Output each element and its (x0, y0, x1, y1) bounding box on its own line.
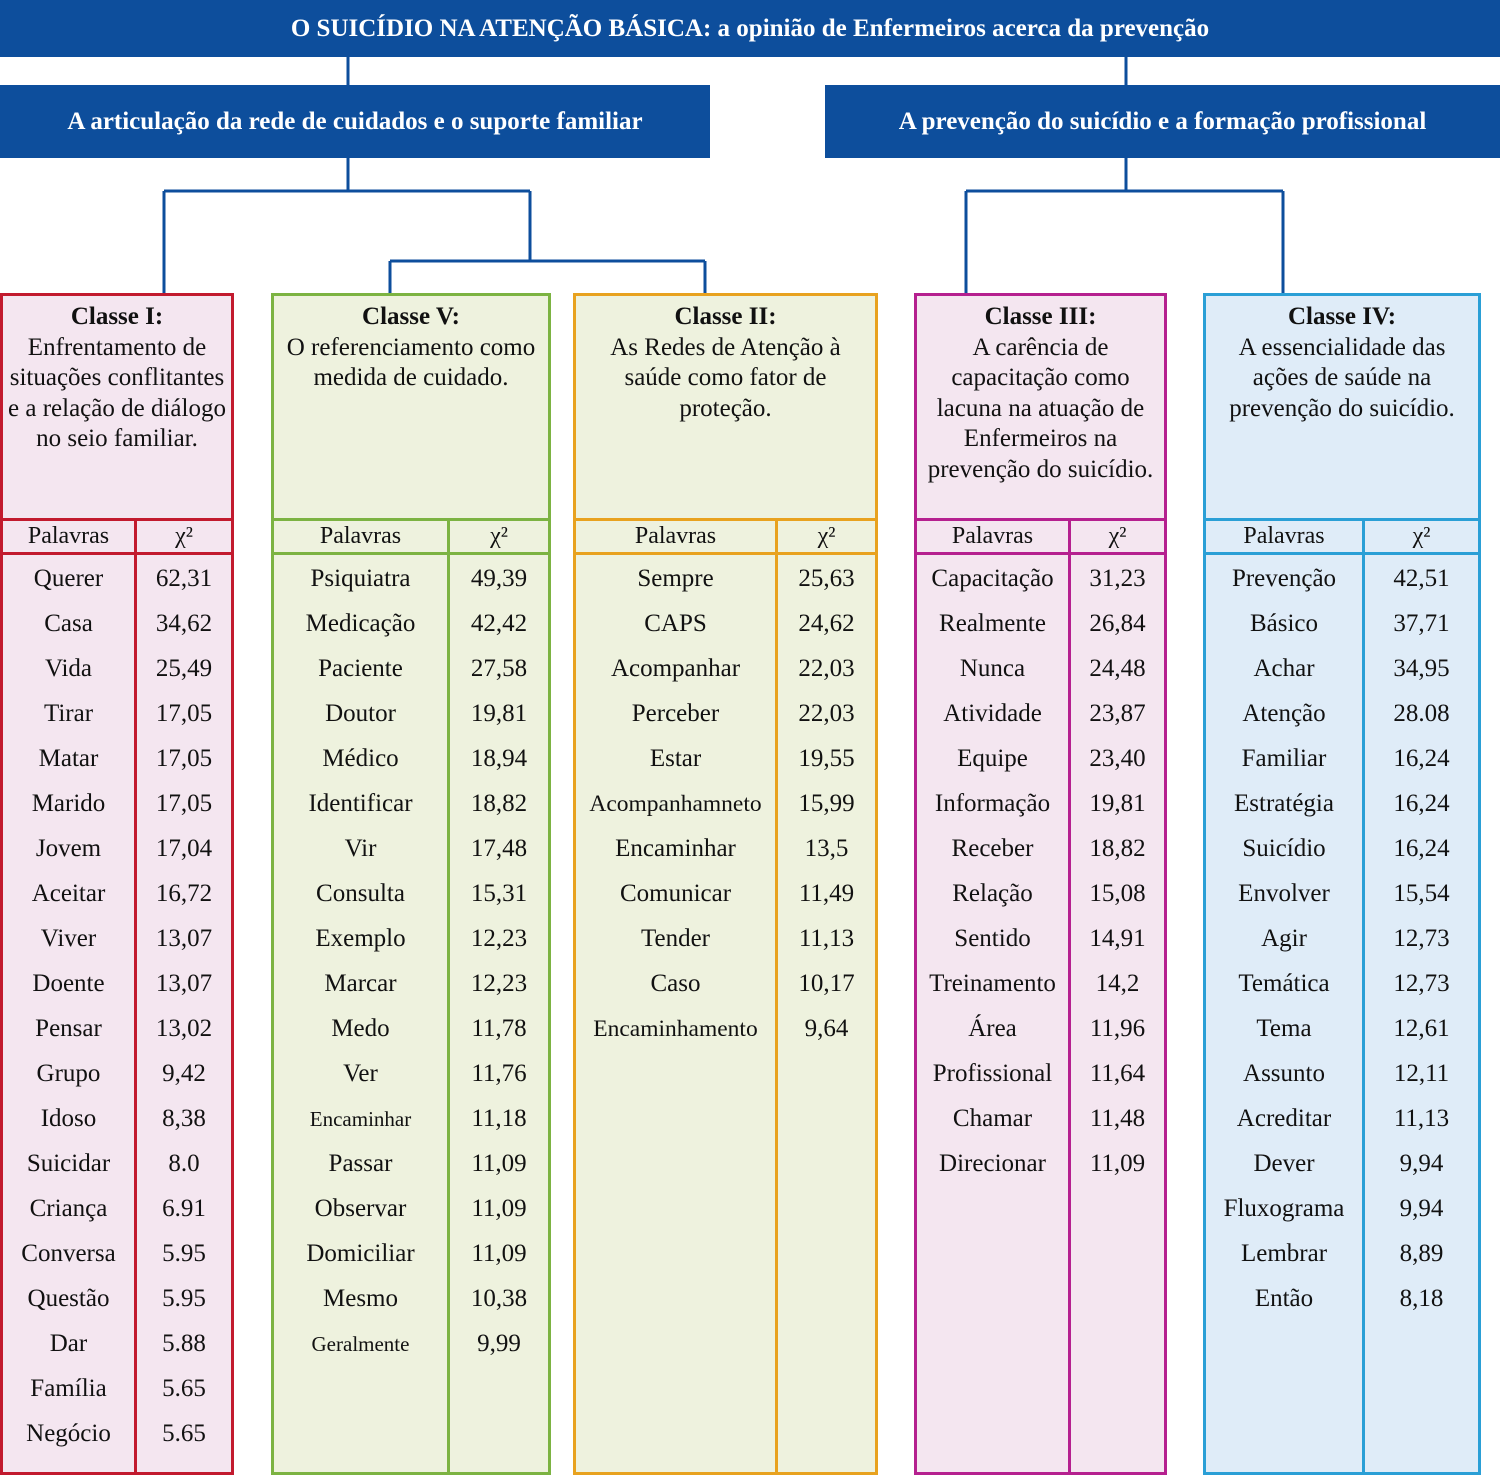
word-cell: Vida (44, 655, 93, 682)
chi-square-cell: 15,31 (470, 880, 528, 907)
word-cell: Assunto (1243, 1060, 1325, 1087)
chi-square-cell: 13,07 (155, 970, 213, 997)
chi-square-cell: 42,51 (1393, 565, 1450, 592)
word-cell: Tirar (43, 700, 94, 727)
table-row (3, 1230, 231, 1275)
table-row (917, 960, 1164, 1005)
word-cell: Geralmente (311, 1332, 410, 1356)
chi-square-cell: 15,08 (1089, 880, 1146, 907)
table-row (576, 735, 875, 780)
table-row (3, 870, 231, 915)
chi-square-cell: 8,18 (1399, 1285, 1444, 1312)
word-cell: Marcar (324, 970, 397, 997)
word-cell: Questão (27, 1285, 110, 1312)
table-row (274, 1050, 548, 1095)
chi-square-cell: 11,78 (471, 1015, 527, 1042)
chi-square-cell: 18,94 (470, 745, 528, 772)
table-row (917, 555, 1164, 600)
chi-square-cell: 11,09 (471, 1150, 527, 1177)
chi-square-cell: 5.65 (162, 1420, 206, 1447)
chi-square-cell: 22,03 (798, 655, 855, 682)
chi-square-cell: 17,05 (155, 700, 213, 727)
word-cell: Doutor (325, 700, 396, 727)
word-cell: Viver (40, 925, 97, 952)
chi-square-cell: 6.91 (162, 1195, 206, 1222)
table-row (274, 1275, 548, 1320)
chi-square-cell: 9,94 (1399, 1150, 1444, 1177)
class-description: As Redes de Atenção à saúde como fator de proteção. (610, 333, 841, 422)
class-title: Classe III: (984, 303, 1097, 330)
chi-square-cell: 18,82 (1089, 835, 1146, 862)
table-row (917, 735, 1164, 780)
table-row (3, 1275, 231, 1320)
table-row (3, 555, 231, 600)
table-row (1206, 1230, 1478, 1275)
column-header-row (917, 521, 1164, 555)
table-row (576, 555, 875, 600)
word-cell: Achar (1253, 655, 1315, 682)
word-cell: Equipe (957, 745, 1028, 772)
word-cell: Então (1254, 1285, 1314, 1312)
word-cell: Casa (44, 610, 93, 637)
chi-square-cell: 5.88 (162, 1330, 206, 1357)
word-cell: CAPS (644, 610, 707, 637)
chi-square-cell: 11,64 (1089, 1060, 1146, 1087)
table-row (3, 915, 231, 960)
column-header-words: Palavras (951, 523, 1034, 549)
word-cell: Idoso (40, 1105, 97, 1132)
word-cell: Médico (322, 745, 399, 772)
word-cell: Acompanhar (610, 655, 741, 682)
table-row (3, 690, 231, 735)
table-row (3, 960, 231, 1005)
chi-square-cell: 27,58 (470, 655, 528, 682)
word-cell: Encaminhar (309, 1107, 412, 1131)
chi-square-cell: 62,31 (155, 565, 213, 592)
chi-square-cell: 5.95 (162, 1285, 206, 1312)
table-row (274, 1095, 548, 1140)
column-header-chi: χ² (817, 523, 836, 549)
word-cell: Jovem (35, 835, 102, 862)
word-cell: Agir (1261, 925, 1307, 952)
word-cell: Área (968, 1015, 1017, 1042)
table-row (1206, 600, 1478, 645)
word-table (274, 555, 548, 1365)
chi-square-cell: 11,13 (798, 925, 855, 952)
word-cell: Encaminhar (615, 835, 736, 862)
chi-square-cell: 12,23 (470, 970, 528, 997)
branch-right-title: A prevenção do suicídio e a formação profissional (825, 85, 1500, 158)
word-cell: Acreditar (1236, 1105, 1332, 1132)
chi-square-cell: 25,49 (155, 655, 213, 682)
table-row (3, 1365, 231, 1410)
word-cell: Passar (328, 1150, 393, 1177)
table-row (274, 1320, 548, 1365)
table-row (917, 1140, 1164, 1185)
word-cell: Encaminhamento (593, 1016, 758, 1042)
class-box-iv (1203, 293, 1481, 1475)
table-row (3, 780, 231, 825)
table-row (1206, 690, 1478, 735)
table-row (1206, 555, 1478, 600)
table-row (917, 825, 1164, 870)
chi-square-cell: 16,24 (1393, 790, 1450, 817)
table-row (576, 1005, 875, 1050)
chi-square-cell: 26,84 (1089, 610, 1146, 637)
table-row (917, 1095, 1164, 1140)
word-cell: Suicídio (1242, 835, 1326, 862)
table-row (1206, 1185, 1478, 1230)
word-cell: Psiquiatra (310, 565, 411, 592)
table-row (3, 645, 231, 690)
table-row (3, 1410, 231, 1455)
table-row (274, 690, 548, 735)
chi-square-cell: 9,64 (804, 1015, 849, 1042)
chi-square-cell: 14,91 (1089, 925, 1146, 952)
table-row (1206, 1140, 1478, 1185)
word-cell: Criança (29, 1195, 108, 1222)
chi-square-cell: 19,81 (470, 700, 528, 727)
word-cell: Familiar (1241, 745, 1327, 772)
table-row (3, 1320, 231, 1365)
chi-square-cell: 19,81 (1089, 790, 1146, 817)
table-row (1206, 1275, 1478, 1320)
word-cell: Perceber (631, 700, 720, 727)
branch-left-title: A articulação da rede de cuidados e o suporte familiar (0, 85, 710, 158)
word-cell: Estratégia (1234, 790, 1334, 817)
table-row (917, 690, 1164, 735)
chi-square-cell: 13,02 (155, 1015, 213, 1042)
word-cell: Relação (952, 880, 1033, 907)
word-cell: Medo (331, 1015, 390, 1042)
word-cell: Dar (49, 1330, 88, 1357)
column-header-chi: χ² (490, 523, 508, 549)
table-row (274, 780, 548, 825)
table-row (274, 915, 548, 960)
word-cell: Envolver (1238, 880, 1330, 907)
word-cell: Exemplo (315, 925, 406, 952)
chi-square-cell: 15,54 (1393, 880, 1450, 907)
column-header-row (274, 521, 548, 555)
column-header-words: Palavras (27, 523, 110, 549)
word-cell: Domiciliar (306, 1240, 415, 1267)
table-row (1206, 1005, 1478, 1050)
chi-square-cell: 11,09 (1089, 1150, 1146, 1177)
table-row (576, 690, 875, 735)
word-cell: Direcionar (939, 1150, 1046, 1177)
word-cell: Acompanhamneto (589, 791, 762, 817)
chi-square-cell: 8,89 (1399, 1240, 1444, 1267)
column-header-chi: χ² (1412, 523, 1431, 549)
table-row (274, 735, 548, 780)
class-description: A carência de capacitação como lacuna na atuação de Enfermeiros na prevenção do suicídio. (927, 333, 1154, 483)
word-cell: Comunicar (619, 880, 732, 907)
table-row (1206, 645, 1478, 690)
column-header-words: Palavras (1243, 523, 1325, 549)
class-box-iii (914, 293, 1167, 1475)
table-row (3, 600, 231, 645)
word-cell: Lembrar (1240, 1240, 1328, 1267)
table-row (1206, 1095, 1478, 1140)
table-row (576, 825, 875, 870)
class-title: Classe IV: (1287, 303, 1397, 330)
word-cell: Tema (1256, 1015, 1312, 1042)
table-row (274, 645, 548, 690)
table-row (274, 1230, 548, 1275)
word-cell: Pensar (35, 1015, 102, 1042)
column-header-row (576, 521, 875, 555)
word-cell: Temática (1238, 970, 1330, 997)
chi-square-cell: 49,39 (470, 565, 528, 592)
word-cell: Família (30, 1375, 107, 1402)
chi-square-cell: 24,48 (1089, 655, 1146, 682)
class-header (3, 296, 231, 521)
table-row (1206, 825, 1478, 870)
word-cell: Nunca (959, 655, 1026, 682)
chi-square-cell: 16,24 (1393, 835, 1450, 862)
table-row (1206, 1050, 1478, 1095)
dendrogram-connectors (0, 0, 1500, 300)
chi-square-cell: 15,99 (798, 790, 855, 817)
chi-square-cell: 11,09 (471, 1195, 527, 1222)
chi-square-cell: 19,55 (798, 745, 855, 772)
word-cell: Observar (314, 1195, 407, 1222)
word-table (917, 555, 1164, 1185)
chi-square-cell: 23,40 (1089, 745, 1146, 772)
word-cell: Sentido (954, 925, 1031, 952)
class-box-ii (573, 293, 878, 1475)
chi-square-cell: 13,5 (804, 835, 849, 862)
chi-square-cell: 24,62 (798, 610, 855, 637)
column-header-words: Palavras (634, 523, 717, 549)
chi-square-cell: 11,18 (471, 1105, 527, 1132)
word-cell: Negócio (26, 1420, 111, 1447)
word-cell: Treinamento (929, 970, 1056, 997)
table-row (274, 1005, 548, 1050)
chi-square-cell: 12,61 (1393, 1015, 1450, 1042)
chi-square-cell: 11,76 (471, 1060, 527, 1087)
word-cell: Medicação (305, 610, 416, 637)
table-row (1206, 870, 1478, 915)
table-row (1206, 735, 1478, 780)
chi-square-cell: 8,38 (162, 1105, 206, 1132)
word-cell: Conversa (21, 1240, 116, 1267)
chi-square-cell: 11,09 (471, 1240, 527, 1267)
chi-square-cell: 5.65 (162, 1375, 206, 1402)
chi-square-cell: 11,48 (1089, 1105, 1146, 1132)
word-cell: Capacitação (931, 565, 1054, 592)
table-row (274, 600, 548, 645)
chi-square-cell: 12,73 (1393, 925, 1450, 952)
chi-square-cell: 17,04 (155, 835, 213, 862)
word-cell: Caso (650, 970, 701, 997)
chi-square-cell: 22,03 (798, 700, 855, 727)
column-header-row (3, 521, 231, 555)
chi-square-cell: 25,63 (798, 565, 855, 592)
word-cell: Receber (951, 835, 1034, 862)
table-row (917, 645, 1164, 690)
chi-square-cell: 23,87 (1089, 700, 1146, 727)
table-row (576, 960, 875, 1005)
chi-square-cell: 11,13 (1393, 1105, 1450, 1132)
table-row (917, 600, 1164, 645)
class-title: Classe V: (362, 303, 460, 330)
chi-square-cell: 11,96 (1089, 1015, 1146, 1042)
class-title: Classe I: (70, 303, 164, 330)
word-cell: Chamar (952, 1105, 1033, 1132)
class-header (1206, 296, 1478, 521)
table-row (3, 1185, 231, 1230)
diagram-title: O SUICÍDIO NA ATENÇÃO BÁSICA: a opinião de Enfermeiros acerca da prevenção (0, 0, 1500, 57)
table-row (274, 870, 548, 915)
word-cell: Ver (343, 1060, 378, 1087)
column-header-chi: χ² (1108, 523, 1127, 549)
column-header-chi: χ² (175, 523, 193, 549)
column-header-words: Palavras (319, 523, 402, 549)
class-title: Classe II: (674, 303, 777, 330)
chi-square-cell: 9,42 (162, 1060, 206, 1087)
table-row (3, 1050, 231, 1095)
word-cell: Paciente (318, 655, 403, 682)
class-box-i (0, 293, 234, 1475)
table-row (3, 1005, 231, 1050)
table-row (576, 645, 875, 690)
word-cell: Dever (1253, 1150, 1315, 1177)
word-cell: Grupo (36, 1060, 101, 1087)
table-row (917, 1005, 1164, 1050)
chi-square-cell: 12,23 (470, 925, 528, 952)
class-description: O referenciamento como medida de cuidado. (286, 333, 536, 391)
word-cell: Suicidar (26, 1150, 111, 1177)
class-description: Enfrentamento de situações conflitantes e a relação de diálogo no seio familiar. (8, 333, 226, 452)
chi-square-cell: 14,2 (1095, 970, 1140, 997)
word-cell: Mesmo (323, 1285, 398, 1312)
word-cell: Matar (38, 745, 99, 772)
table-row (917, 870, 1164, 915)
word-cell: Básico (1249, 610, 1319, 637)
chi-square-cell: 17,05 (155, 745, 213, 772)
chi-square-cell: 34,62 (155, 610, 213, 637)
chi-square-cell: 8.0 (168, 1150, 200, 1177)
word-cell: Profissional (932, 1060, 1053, 1087)
word-cell: Fluxograma (1223, 1195, 1345, 1222)
chi-square-cell: 16,72 (155, 880, 213, 907)
table-row (274, 825, 548, 870)
chi-square-cell: 12,73 (1393, 970, 1450, 997)
word-cell: Atenção (1242, 700, 1326, 727)
chi-square-cell: 13,07 (155, 925, 213, 952)
table-row (917, 915, 1164, 960)
chi-square-cell: 31,23 (1089, 565, 1146, 592)
table-row (3, 1095, 231, 1140)
chi-square-cell: 9,94 (1399, 1195, 1444, 1222)
chi-square-cell: 18,82 (470, 790, 528, 817)
class-header (576, 296, 875, 521)
class-header (274, 296, 548, 521)
chi-square-cell: 42,42 (470, 610, 528, 637)
connector-left-branch (164, 158, 705, 293)
chi-square-cell: 28.08 (1393, 700, 1450, 727)
chi-square-cell: 10,38 (470, 1285, 528, 1312)
table-row (576, 780, 875, 825)
word-cell: Vir (344, 835, 377, 862)
class-description: A essencialidade das ações de saúde na prevenção do suicídio. (1229, 333, 1455, 422)
word-cell: Realmente (939, 610, 1046, 637)
word-cell: Doente (32, 970, 105, 997)
table-row (3, 1140, 231, 1185)
word-cell: Querer (33, 565, 104, 592)
table-row (3, 735, 231, 780)
chi-square-cell: 16,24 (1393, 745, 1450, 772)
word-cell: Tender (640, 925, 711, 952)
chi-square-cell: 9,99 (477, 1330, 521, 1357)
word-cell: Identificar (308, 790, 413, 817)
table-row (917, 1050, 1164, 1095)
table-row (274, 1185, 548, 1230)
chi-square-cell: 37,71 (1393, 610, 1450, 637)
table-row (1206, 780, 1478, 825)
word-cell: Informação (934, 790, 1051, 817)
table-row (1206, 915, 1478, 960)
word-cell: Atividade (943, 700, 1042, 727)
word-cell: Aceitar (31, 880, 106, 907)
chi-square-cell: 12,11 (1393, 1060, 1450, 1087)
word-cell: Estar (649, 745, 702, 772)
chi-square-cell: 17,05 (155, 790, 213, 817)
chi-square-cell: 17,48 (470, 835, 528, 862)
word-table (576, 555, 875, 1050)
word-cell: Prevenção (1231, 565, 1337, 592)
connector-right-branch (966, 158, 1283, 293)
word-cell: Marido (31, 790, 106, 817)
word-cell: Consulta (316, 880, 405, 907)
table-row (274, 960, 548, 1005)
chi-square-cell: 34,95 (1393, 655, 1450, 682)
chi-square-cell: 5.95 (162, 1240, 206, 1267)
table-row (576, 600, 875, 645)
class-box-v (271, 293, 551, 1475)
word-cell: Sempre (637, 565, 714, 592)
chi-square-cell: 10,17 (798, 970, 855, 997)
word-table (3, 555, 231, 1455)
table-row (1206, 960, 1478, 1005)
class-header (917, 296, 1164, 521)
table-row (917, 780, 1164, 825)
word-table (1206, 555, 1478, 1320)
table-row (274, 1140, 548, 1185)
table-row (576, 870, 875, 915)
table-row (576, 915, 875, 960)
table-row (274, 555, 548, 600)
column-header-row (1206, 521, 1478, 555)
table-row (3, 825, 231, 870)
chi-square-cell: 11,49 (798, 880, 855, 907)
